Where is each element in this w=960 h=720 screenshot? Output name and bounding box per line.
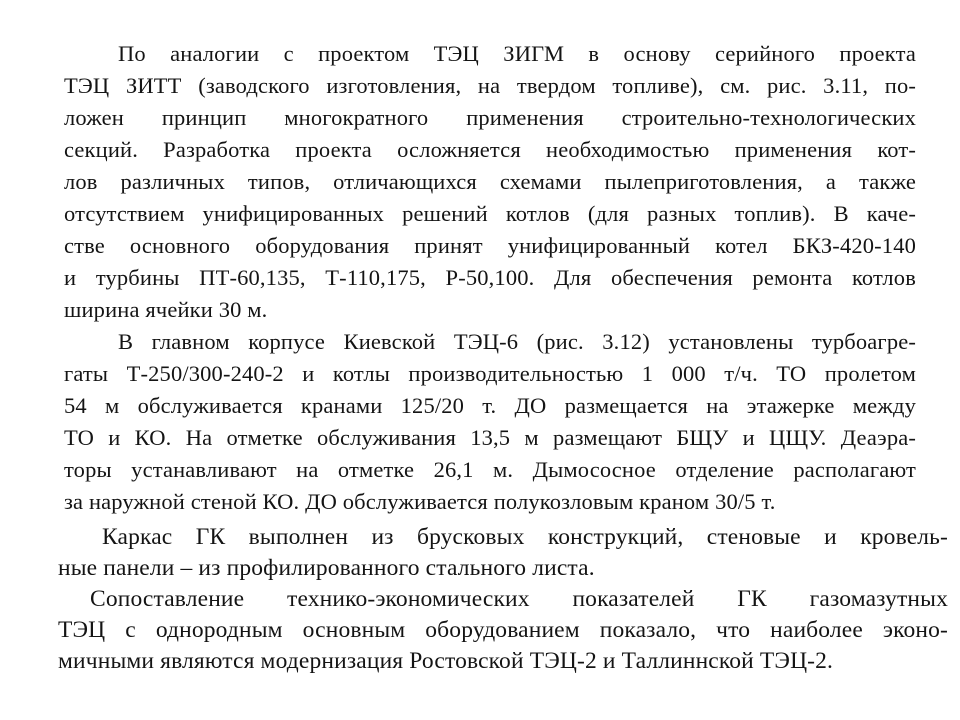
text-line: за наружной стеной КО. ДО обслуживается полукозловым краном 30/5 т. <box>64 489 776 514</box>
text-line: Каркас ГК выполнен из брусковых конструкций, стеновые и кровель- <box>102 524 948 550</box>
text-line: По аналогии с проектом ТЭЦ ЗИГМ в основу серийного проекта <box>118 41 916 66</box>
text-line: лов различных типов, отличающихся схемами пылеприготовления, а также <box>64 169 916 194</box>
text-line: мичными являются модернизация Ростовской ТЭЦ-2 и Таллиннской ТЭЦ-2. <box>58 648 834 674</box>
text-line: гаты Т-250/300-240-2 и котлы производительностью 1 000 т/ч. ТО пролетом <box>64 361 916 386</box>
text-line: ТЭЦ ЗИТТ (заводского изготовления, на твердом топливе), см. рис. 3.11, по- <box>64 73 916 98</box>
text-line: стве основного оборудования принят унифицированный котел БКЗ-420-140 <box>64 233 916 258</box>
text-line: 54 м обслуживается кранами 125/20 т. ДО размещается на этажерке между <box>64 393 916 418</box>
text-line: Сопоставление технико-экономических показателей ГК газомазутных <box>90 586 948 612</box>
text-line: ТО и КО. На отметке обслуживания 13,5 м размещают БЩУ и ЦЩУ. Деаэра- <box>64 425 916 450</box>
text-line: В главном корпусе Киевской ТЭЦ-6 (рис. 3.12) установлены турбоагре- <box>118 329 916 354</box>
text-line: ные панели – из профилированного стального листа. <box>58 555 595 581</box>
text-line: ТЭЦ с однородным основным оборудованием показало, что наиболее эконо- <box>58 617 948 643</box>
text-line: и турбины ПТ-60,135, Т-110,175, Р-50,100. Для обеспечения ремонта котлов <box>64 265 916 290</box>
text-line: ширина ячейки 30 м. <box>64 297 268 322</box>
text-line: отсутствием унифицированных решений котлов (для разных топлив). В каче- <box>64 201 916 226</box>
text-line: торы устанавливают на отметке 26,1 м. Дымососное отделение располагают <box>64 457 916 482</box>
text-line: секций. Разработка проекта осложняется необходимостью применения кот- <box>64 137 916 162</box>
text-line: ложен принцип многократного применения строительно-технологических <box>64 105 916 130</box>
